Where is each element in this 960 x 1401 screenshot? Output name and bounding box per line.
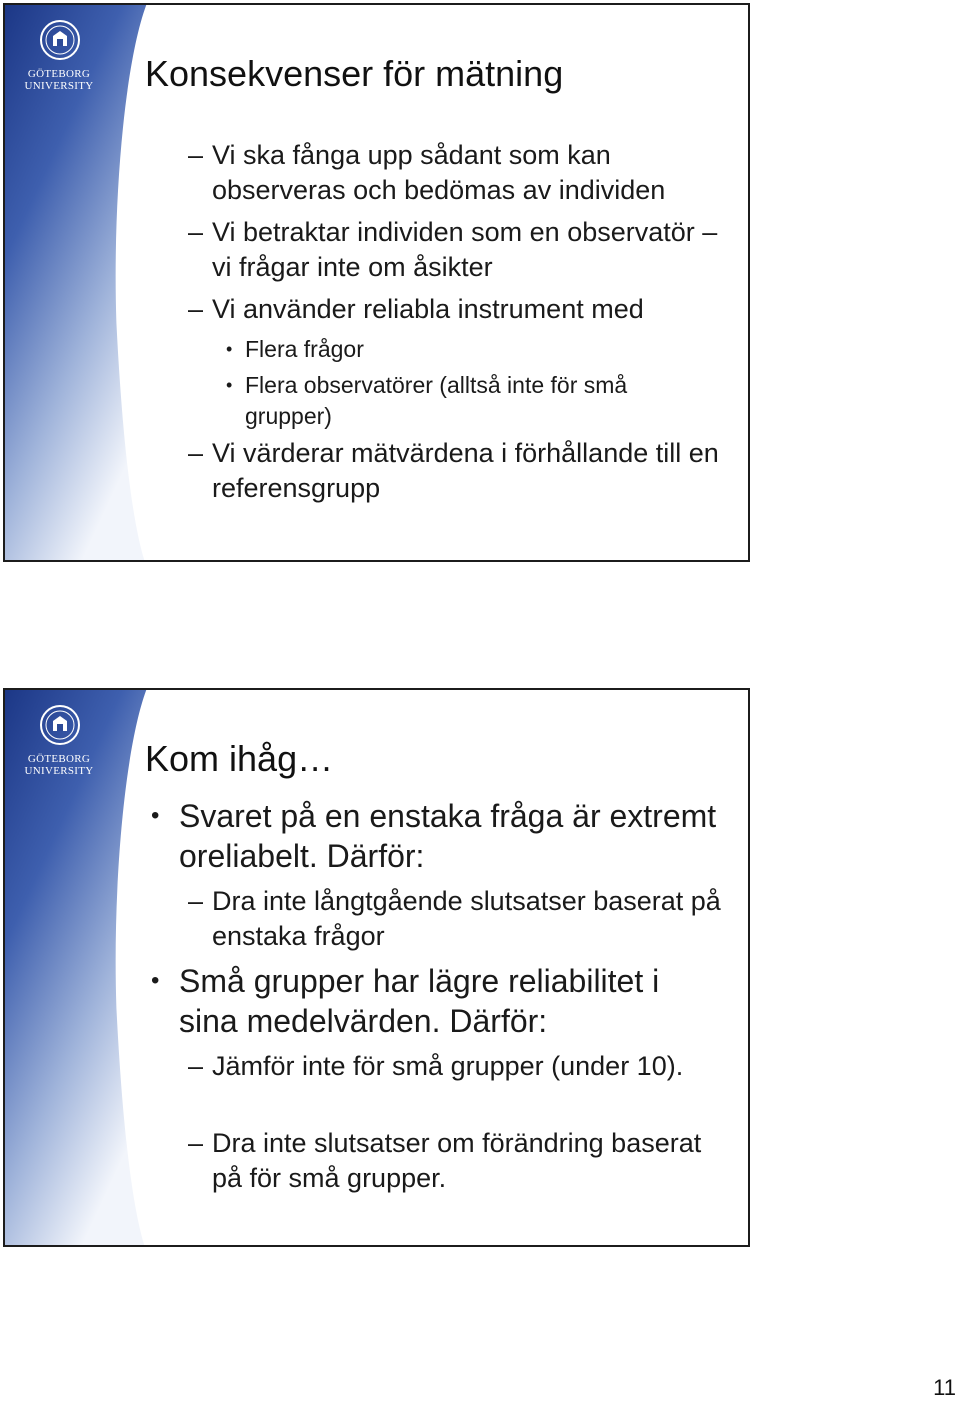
dash-marker: –: [188, 217, 204, 247]
dash-marker: –: [188, 886, 204, 916]
dash-marker: –: [188, 1128, 204, 1158]
list-item: • Flera frågor: [245, 334, 715, 365]
slide-title: Kom ihåg…: [145, 738, 334, 779]
list-item: – Vi använder reliabla instrument med: [212, 292, 732, 327]
bullet-marker: •: [151, 967, 160, 994]
list-item: • Flera observatörer (alltså inte för små grupper): [226, 372, 628, 429]
list-item: – Vi ska fånga upp sådant som kan observeras och bedömas av individen: [188, 140, 666, 205]
bullet-marker: •: [226, 339, 233, 359]
slide-2: [3, 688, 750, 1247]
bullet-marker: •: [151, 802, 160, 829]
page-number: 11: [933, 1375, 956, 1400]
logo-text-line1: GÖTEBORG: [27, 68, 91, 80]
list-item: – Vi värderar mätvärdena i förhållande till en referensgrupp: [188, 438, 719, 503]
list-item: – Dra inte slutsatser om förändring baserat på för små grupper.: [188, 1128, 702, 1193]
list-item: • Små grupper har lägre reliabilitet i sina medelvärden. Därför:: [151, 963, 660, 1039]
list-item: – Vi betraktar individen som en observatör – vi frågar inte om åsikter: [188, 217, 718, 282]
bullet-marker: •: [226, 375, 233, 395]
dash-marker: –: [188, 1051, 204, 1081]
logo-text-line1: GÖTEBORG: [27, 753, 91, 765]
dash-marker: –: [188, 140, 204, 170]
slide-title: Konsekvenser för mätning: [145, 53, 564, 94]
list-item: – Dra inte långtgående slutsatser baserat på enstaka frågor: [188, 886, 721, 951]
dash-marker: –: [188, 294, 204, 324]
slide-content: [5, 5, 748, 560]
logo-text-line2: UNIVERSITY: [24, 80, 94, 92]
list-item: – Jämför inte för små grupper (under 10).: [212, 1049, 732, 1084]
slide-content: [5, 690, 748, 1245]
logo-text-line2: UNIVERSITY: [24, 765, 94, 777]
slide-1: [3, 3, 750, 562]
list-item: • Svaret på en enstaka fråga är extremt oreliabelt. Därför:: [151, 798, 717, 874]
dash-marker: –: [188, 438, 204, 468]
